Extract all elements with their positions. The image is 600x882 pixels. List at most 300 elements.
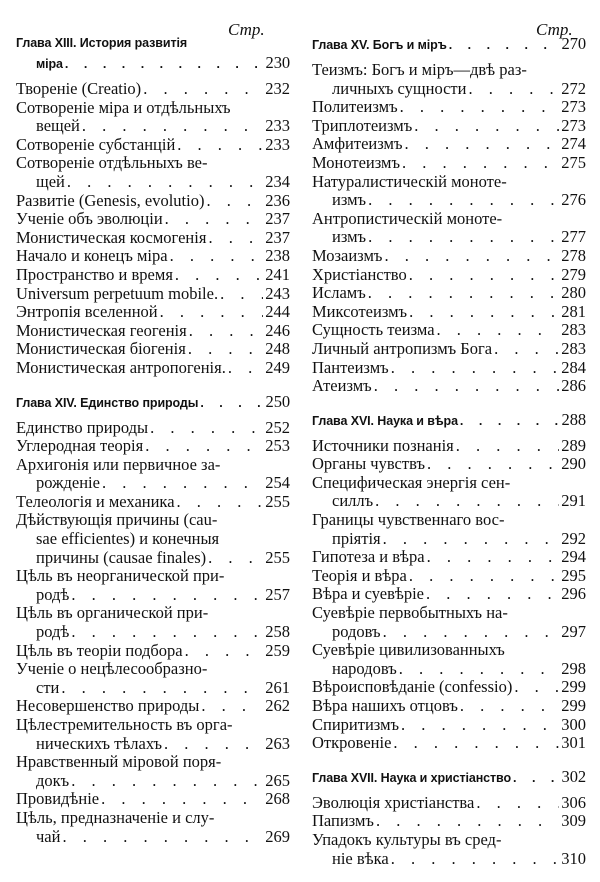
toc-entry [16,340,290,359]
dot-leader [409,266,560,285]
toc-chapter-section [16,392,290,847]
entry-text: Миксотеизмъ [312,301,408,321]
toc-entry-line [16,303,290,322]
toc-entry-line [16,247,290,266]
entry-text: Органы чувствъ [312,454,425,474]
page-number: 288 [561,409,586,429]
dot-leader [368,191,559,210]
page-number: 278 [561,245,586,265]
entry-text: Телеологія и механика [16,491,175,511]
dot-leader [220,285,263,304]
toc-entry [312,734,586,753]
toc-entry [312,548,586,567]
dot-leader [468,80,559,99]
toc-entry-line [312,623,586,642]
toc-entry-line [16,136,290,155]
entry-text: личныхъ сущности [332,78,467,98]
dot-leader [437,321,560,340]
dot-leader [71,623,263,642]
entry-text: Пространство и время [16,264,173,284]
dot-leader [383,530,560,549]
entry-text: Начало и конецъ міра [16,246,168,266]
entry-text: Сотвореніе субстанцій [16,134,176,154]
page-number: 258 [265,622,290,642]
toc-entry [312,604,586,641]
page-number: 263 [265,733,290,753]
page-number: 265 [265,770,290,790]
toc-entry-line [312,716,586,735]
page-number: 248 [265,339,290,359]
page-number: 257 [265,584,290,604]
toc-entry-line [312,697,586,716]
chapter-heading [312,767,586,788]
page-number: 238 [265,246,290,266]
page-number: 283 [561,338,586,358]
entry-text: Триплотеизмъ [312,115,413,135]
toc-entry-line [16,322,290,341]
entry-text: измъ [332,227,367,247]
toc-entry-line: Теизмъ: Богъ и міръ—двѣ раз- [312,61,527,79]
toc-entry [16,697,290,716]
toc-entry-line [312,135,586,154]
toc-entry-line [312,567,586,586]
page-number: 294 [561,547,586,567]
toc-entry-line [16,173,290,192]
toc-chapter-section [312,410,586,753]
dot-leader [376,812,559,831]
toc-entry [312,340,586,359]
entry-text: Вѣроисповѣданіе (confessio) [312,677,513,697]
dot-leader [61,679,263,698]
entry-text: Исламъ [312,283,366,303]
entry-text: рожденіе [36,473,100,493]
toc-entry [16,493,290,512]
dot-leader [143,80,263,99]
page-number: 268 [265,789,290,809]
toc-column-left [16,34,290,860]
chapter-heading-line [312,410,586,431]
toc-entry [312,135,586,154]
toc-entry-line [312,850,586,869]
toc-entry-line: sae efficientes) и конечныя [36,530,220,549]
entry-text: Папизмъ [312,811,374,831]
chapter-heading-line: Глава XIII. История развитія [16,36,188,50]
toc-entry [312,474,586,511]
chapter-heading [312,410,586,431]
dot-leader [427,548,560,567]
page-number: 306 [561,792,586,812]
toc-entry-line: Суевѣріе первобытныхъ на- [312,604,508,623]
toc-entry [16,790,290,809]
toc-entry-line [16,549,290,568]
toc-entry-line [16,772,290,791]
toc-entry [16,192,290,211]
entry-text: Политеизмъ [312,97,398,117]
toc-entry-line: Суевѣріе цивилизованныхъ [312,641,505,660]
dot-leader [189,322,264,341]
dot-leader [164,735,263,754]
toc-entry [312,210,586,247]
toc-entry [312,359,586,378]
entry-text: вещей [36,116,80,136]
dot-leader [409,303,559,322]
toc-entry-line [312,228,586,247]
entry-text: родѣ [36,622,70,642]
toc-entry-line [312,492,586,511]
entry-text: Глава XIV. Единство природы [16,395,199,410]
dot-leader [170,247,264,266]
chapter-heading-line [16,392,290,413]
page-number: 262 [265,696,290,716]
dot-leader [71,586,263,605]
toc-entry-line [16,679,290,698]
dot-leader [401,716,559,735]
toc-entry-line: Границы чувственнаго вос- [312,511,505,530]
toc-entry-line [16,474,290,493]
page-number: 269 [265,826,290,846]
dot-leader [456,437,560,456]
entry-text: Монистическая космогенія [16,227,207,247]
toc-entry-line: Упадокъ культуры въ сред- [312,830,502,849]
toc-entry-line: Сотвореніе отдѣльныхъ ве- [16,154,208,173]
page-number: 298 [561,658,586,678]
entry-text: Глава XVII. Наука и христіанство [312,770,511,785]
entry-text: Христіанство [312,264,407,284]
entry-text: Несовершенство природы [16,696,200,716]
toc-entry [312,98,586,117]
page-number: 234 [265,171,290,191]
entry-text: Атеизмъ [312,376,372,396]
chapter-heading [16,34,290,74]
page-number: 259 [265,640,290,660]
toc-chapter-section [312,34,586,396]
dot-leader [409,567,559,586]
dot-leader [375,492,559,511]
page-number: 310 [561,848,586,868]
toc-entry-line [312,377,586,396]
dot-leader [71,772,263,791]
page-number: 295 [561,565,586,585]
page-number: 281 [561,301,586,321]
page-number: 297 [561,621,586,641]
toc-chapter-section [312,767,586,868]
entry-text: Монистическая геогенія [16,320,187,340]
dot-leader [393,734,559,753]
toc-entry-line [312,734,586,753]
entry-text: родовъ [332,621,381,641]
toc-entry [312,266,586,285]
dot-leader [188,340,263,359]
toc-entry-line [16,790,290,809]
dot-leader [449,36,560,55]
dot-leader [165,210,264,229]
toc-entry [312,794,586,813]
page-column-label-right: Стр. [536,20,573,39]
toc-entry-line [312,437,586,456]
page-number: 302 [561,766,586,786]
toc-entry [312,377,586,396]
page-number: 279 [561,264,586,284]
toc-entry-line: Сотвореніе міра и отдѣльныхъ [16,98,231,117]
toc-entry-line [312,794,586,813]
toc-entry-line [312,678,586,697]
page-number: 289 [561,435,586,455]
toc-entry [16,567,290,604]
dot-leader [102,474,263,493]
toc-entry [16,456,290,493]
toc-entry-line [312,321,586,340]
page-number: 284 [561,357,586,377]
dot-leader [476,794,559,813]
page-number: 277 [561,227,586,247]
entry-text: Энтропія вселенной [16,302,158,322]
dot-leader [514,678,559,697]
toc-entry-line [312,660,586,679]
dot-leader [177,493,264,512]
toc-entry [16,511,290,567]
page-number: 244 [265,302,290,322]
entry-text: Глава XVI. Наука и вѣра [312,413,458,428]
dot-leader [206,192,263,211]
dot-leader [185,642,264,661]
toc-entry [16,419,290,438]
dot-leader [201,697,263,716]
toc-entry-line: Архигонія или первичное за- [16,455,221,474]
page-number: 246 [265,320,290,340]
page-number: 272 [561,78,586,98]
toc-entry-line [16,192,290,211]
toc-entry-line [312,530,586,549]
toc-entry-line [16,586,290,605]
toc-entry-line [16,697,290,716]
toc-entry-line [16,340,290,359]
dot-leader [228,359,263,378]
toc-entry [312,455,586,474]
toc-entry [312,511,586,548]
toc-entry [16,753,290,790]
toc-entry-line [16,229,290,248]
dot-leader [391,359,560,378]
toc-entry-line [312,585,586,604]
dot-leader [101,790,263,809]
entry-text: ніе вѣка [332,848,389,868]
page-number: 273 [561,97,586,117]
toc-entry [16,247,290,266]
toc-entry-line [16,117,290,136]
toc-entry-line [16,735,290,754]
toc-entry-line [16,828,290,847]
page-number: 241 [265,264,290,284]
toc-entry [312,641,586,678]
entry-text: Цѣль въ теоріи подбора [16,640,183,660]
toc-entry [312,284,586,303]
page-number: 233 [265,134,290,154]
toc-entry [16,136,290,155]
dot-leader [460,412,560,431]
page-number: 255 [265,491,290,511]
toc-entry [312,117,586,136]
page-number: 275 [561,152,586,172]
toc-chapter-section [16,34,290,378]
entry-text: Universum perpetuum mobile. [16,283,219,303]
entry-text: Пантеизмъ [312,357,389,377]
toc-entry-line [312,191,586,210]
toc-entry-line [312,247,586,266]
toc-entry-line: Цѣль въ неорганической при- [16,567,225,586]
page-number: 236 [265,190,290,210]
toc-entry [312,321,586,340]
toc-entry-line: Ученіе о нецѣлесообразно- [16,660,208,679]
toc-entry [312,437,586,456]
page-number: 261 [265,677,290,697]
page-number: 299 [561,696,586,715]
entry-text: Эволюція христіанства [312,792,475,812]
dot-leader [400,98,560,117]
entry-text: Вѣра нашихъ отцовъ [312,696,458,715]
toc-entry [16,285,290,304]
entry-text: Монистическая антропогенія. [16,357,226,377]
page-number: 276 [561,190,586,210]
dot-leader [460,697,559,716]
toc-entry-line [312,80,586,99]
entry-text: Монистическая біогенія [16,339,186,359]
toc-entry [16,809,290,846]
dot-leader [160,303,264,322]
entry-text: Вѣра и суевѣріе [312,584,424,604]
page-number: 274 [561,134,586,154]
toc-entry [312,697,586,716]
toc-entry [16,80,290,99]
dot-leader [150,419,263,438]
dot-leader [368,284,559,303]
dot-leader [426,585,559,604]
entry-text: чай [36,826,61,846]
toc-entry-line [312,812,586,831]
dot-leader [391,850,560,869]
page-number: 286 [561,376,586,396]
page-number: 237 [265,209,290,229]
page-number: 252 [265,417,290,437]
toc-entry-line [16,80,290,99]
toc-entry-line: Нравственный міровой поря- [16,753,222,772]
page-number: 243 [265,283,290,303]
toc-entry [16,229,290,248]
chapter-heading-line [312,767,586,788]
toc-entry [312,812,586,831]
toc-entry [16,437,290,456]
entry-text: Мозаизмъ [312,245,383,265]
dot-leader [65,55,264,74]
toc-entry-line [312,117,586,136]
toc-entry-line [16,210,290,229]
entry-text: міра [36,57,63,71]
toc-entry [312,303,586,322]
toc-entry-line [16,419,290,438]
dot-leader [62,828,263,847]
page-number: 230 [265,53,290,72]
page-number: 232 [265,79,290,98]
toc-entry [312,678,586,697]
dot-leader [383,623,560,642]
page-number: 280 [561,283,586,303]
entry-text: Амфитеизмъ [312,134,403,154]
page-number: 255 [265,547,290,567]
toc-entry-line [312,359,586,378]
entry-text: пріятія [332,528,381,548]
page-number: 273 [561,115,586,135]
entry-text: Твореніе (Creatio) [16,79,142,98]
toc-entry [16,322,290,341]
page-number: 300 [561,714,586,734]
dot-leader [208,549,263,568]
toc-entry [312,247,586,266]
dot-leader [175,266,263,285]
page-number: 309 [561,811,586,831]
dot-leader [402,154,559,173]
page-number: 233 [265,116,290,136]
entry-text: Ученіе объ эволюціи [16,209,163,229]
dot-leader [399,660,560,679]
page-number: 249 [265,357,290,377]
chapter-heading-line [312,34,586,55]
entry-text: Спиритизмъ [312,714,400,734]
page-number: 253 [265,436,290,456]
toc-entry-line: Дѣйствующія причины (cau- [16,511,218,530]
toc-entry-line: Антропистическій моноте- [312,209,503,228]
toc-entry [16,210,290,229]
dot-leader [145,437,263,456]
entry-text: Теорія и вѣра [312,565,407,585]
toc-entry-line [16,493,290,512]
chapter-heading [312,34,586,55]
dot-leader [200,394,263,413]
entry-text: Личный антропизмъ Бога [312,338,493,358]
toc-entry [16,604,290,641]
dot-leader [368,228,559,247]
dot-leader [208,229,263,248]
toc-entry [16,660,290,697]
toc-entry-line: Цѣлестремительность въ орга- [16,716,233,734]
entry-text: сти [36,677,60,697]
dot-leader [427,455,559,474]
toc-entry [16,266,290,285]
entry-text: щей [36,171,65,191]
entry-text: силлъ [332,491,374,511]
dot-leader [177,136,263,155]
toc-entry-line [16,642,290,661]
toc-entry-line [312,154,586,173]
page-number: 291 [561,491,586,511]
toc-entry [16,99,290,136]
page-number: 250 [265,391,290,411]
entry-text: Углеродная теорія [16,436,144,456]
dot-leader [414,117,559,136]
toc-entry-line: Специфическая энергія сен- [312,473,511,492]
page-number: 296 [561,584,586,604]
entry-text: народовъ [332,658,397,678]
toc-entry-line [16,359,290,378]
toc-entry [16,154,290,191]
toc-entry [16,359,290,378]
toc-entry-line [16,623,290,642]
page-number: 237 [265,227,290,247]
toc-entry [312,154,586,173]
toc-entry-line [16,437,290,456]
dot-leader [513,769,560,788]
toc-entry [312,585,586,604]
entry-text: Единство природы [16,417,149,437]
toc-entry [312,716,586,735]
